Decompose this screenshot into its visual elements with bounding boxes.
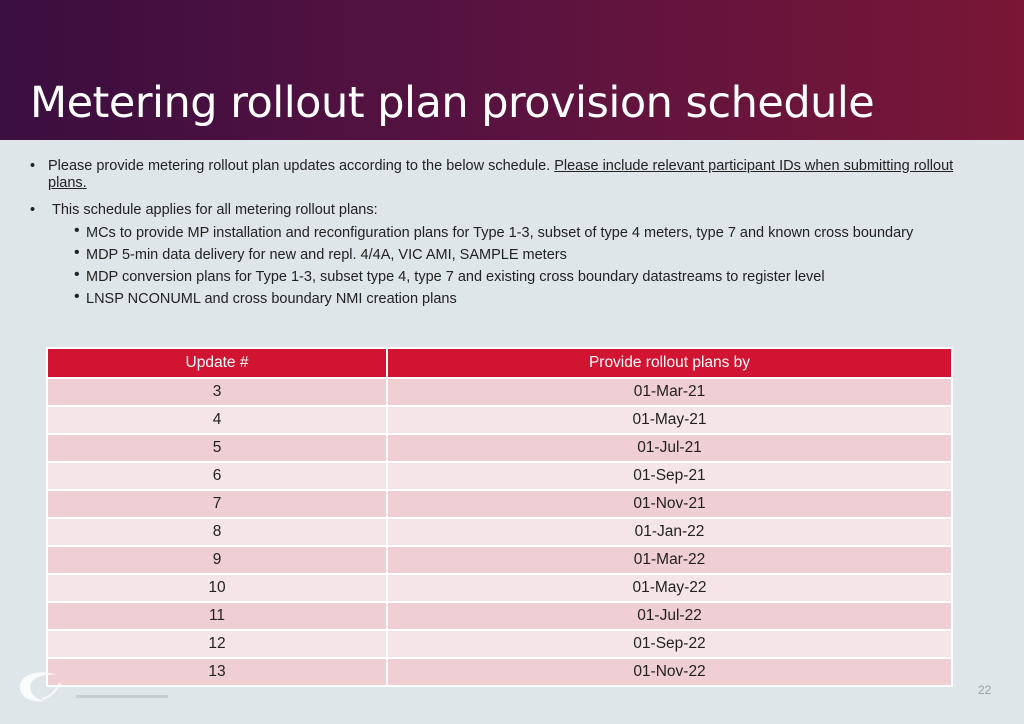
- date-cell: 01-Mar-21: [387, 378, 952, 406]
- bullet-list: [30, 158, 970, 314]
- date-cell: 01-Sep-22: [387, 630, 952, 658]
- update-cell: 4: [47, 406, 387, 434]
- table-row: [47, 518, 952, 546]
- bullet-dot-icon: •: [30, 202, 36, 218]
- update-cell: 6: [47, 462, 387, 490]
- sub-bullet-list: [52, 222, 970, 308]
- date-cell: 01-Nov-21: [387, 490, 952, 518]
- bullet-dot-icon: •: [74, 288, 80, 305]
- update-cell: 3: [47, 378, 387, 406]
- table-row: [47, 462, 952, 490]
- update-cell: 13: [47, 658, 387, 686]
- bullet-item-applies: [30, 202, 970, 308]
- sub-bullet-item: [52, 222, 970, 242]
- bullet-dot-icon: •: [74, 222, 80, 239]
- page-title: Metering rollout plan provision schedule: [30, 78, 875, 128]
- bullet-dot-icon: •: [74, 266, 80, 283]
- participant-ids-link[interactable]: Please include relevant participant IDs when submitting rollout plans.: [48, 158, 954, 191]
- sub-bullet-text: LNSP NCONUML and cross boundary NMI creation plans: [86, 291, 457, 307]
- sub-bullet-text: MDP conversion plans for Type 1-3, subset type 4, type 7 and existing cross boundary datastreams to register level: [86, 269, 825, 285]
- bullet-dot-icon: •: [74, 244, 80, 261]
- column-header-update: Update #: [47, 348, 387, 378]
- sub-bullet-item: [52, 266, 970, 286]
- date-cell: 01-Jul-21: [387, 434, 952, 462]
- table-row: [47, 574, 952, 602]
- bullet-dot-icon: •: [30, 158, 36, 174]
- table-row: [47, 658, 952, 686]
- sub-bullet-text: MCs to provide MP installation and reconfiguration plans for Type 1-3, subset of type 4 meters, type 7 and known cross boundary: [86, 225, 914, 241]
- table-row: [47, 406, 952, 434]
- company-logo-icon: [16, 665, 176, 705]
- date-cell: 01-Mar-22: [387, 546, 952, 574]
- update-cell: 8: [47, 518, 387, 546]
- page-number: 22: [978, 683, 992, 697]
- date-cell: 01-May-22: [387, 574, 952, 602]
- update-cell: 9: [47, 546, 387, 574]
- update-cell: 11: [47, 602, 387, 630]
- bullet-text: Please provide metering rollout plan updates according to the below schedule.: [48, 158, 555, 174]
- update-cell: 5: [47, 434, 387, 462]
- bullet-text: This schedule applies for all metering rollout plans:: [52, 202, 378, 218]
- sub-bullet-item: [52, 288, 970, 308]
- table-row: [47, 546, 952, 574]
- date-cell: 01-May-21: [387, 406, 952, 434]
- table-row: [47, 434, 952, 462]
- update-cell: 10: [47, 574, 387, 602]
- date-cell: 01-Sep-21: [387, 462, 952, 490]
- schedule-table: [46, 347, 953, 687]
- update-cell: 12: [47, 630, 387, 658]
- table-row: [47, 490, 952, 518]
- sub-bullet-text: MDP 5-min data delivery for new and repl. 4/4A, VIC AMI, SAMPLE meters: [86, 247, 567, 263]
- update-cell: 7: [47, 490, 387, 518]
- table-row: [47, 602, 952, 630]
- date-cell: 01-Jul-22: [387, 602, 952, 630]
- date-cell: 01-Nov-22: [387, 658, 952, 686]
- table-row: [47, 378, 952, 406]
- column-header-date: Provide rollout plans by: [387, 348, 952, 378]
- bullet-item-schedule-request: [30, 158, 970, 192]
- title-banner: [0, 0, 1024, 140]
- date-cell: 01-Jan-22: [387, 518, 952, 546]
- sub-bullet-item: [52, 244, 970, 264]
- table-header-row: [47, 348, 952, 378]
- table-row: [47, 630, 952, 658]
